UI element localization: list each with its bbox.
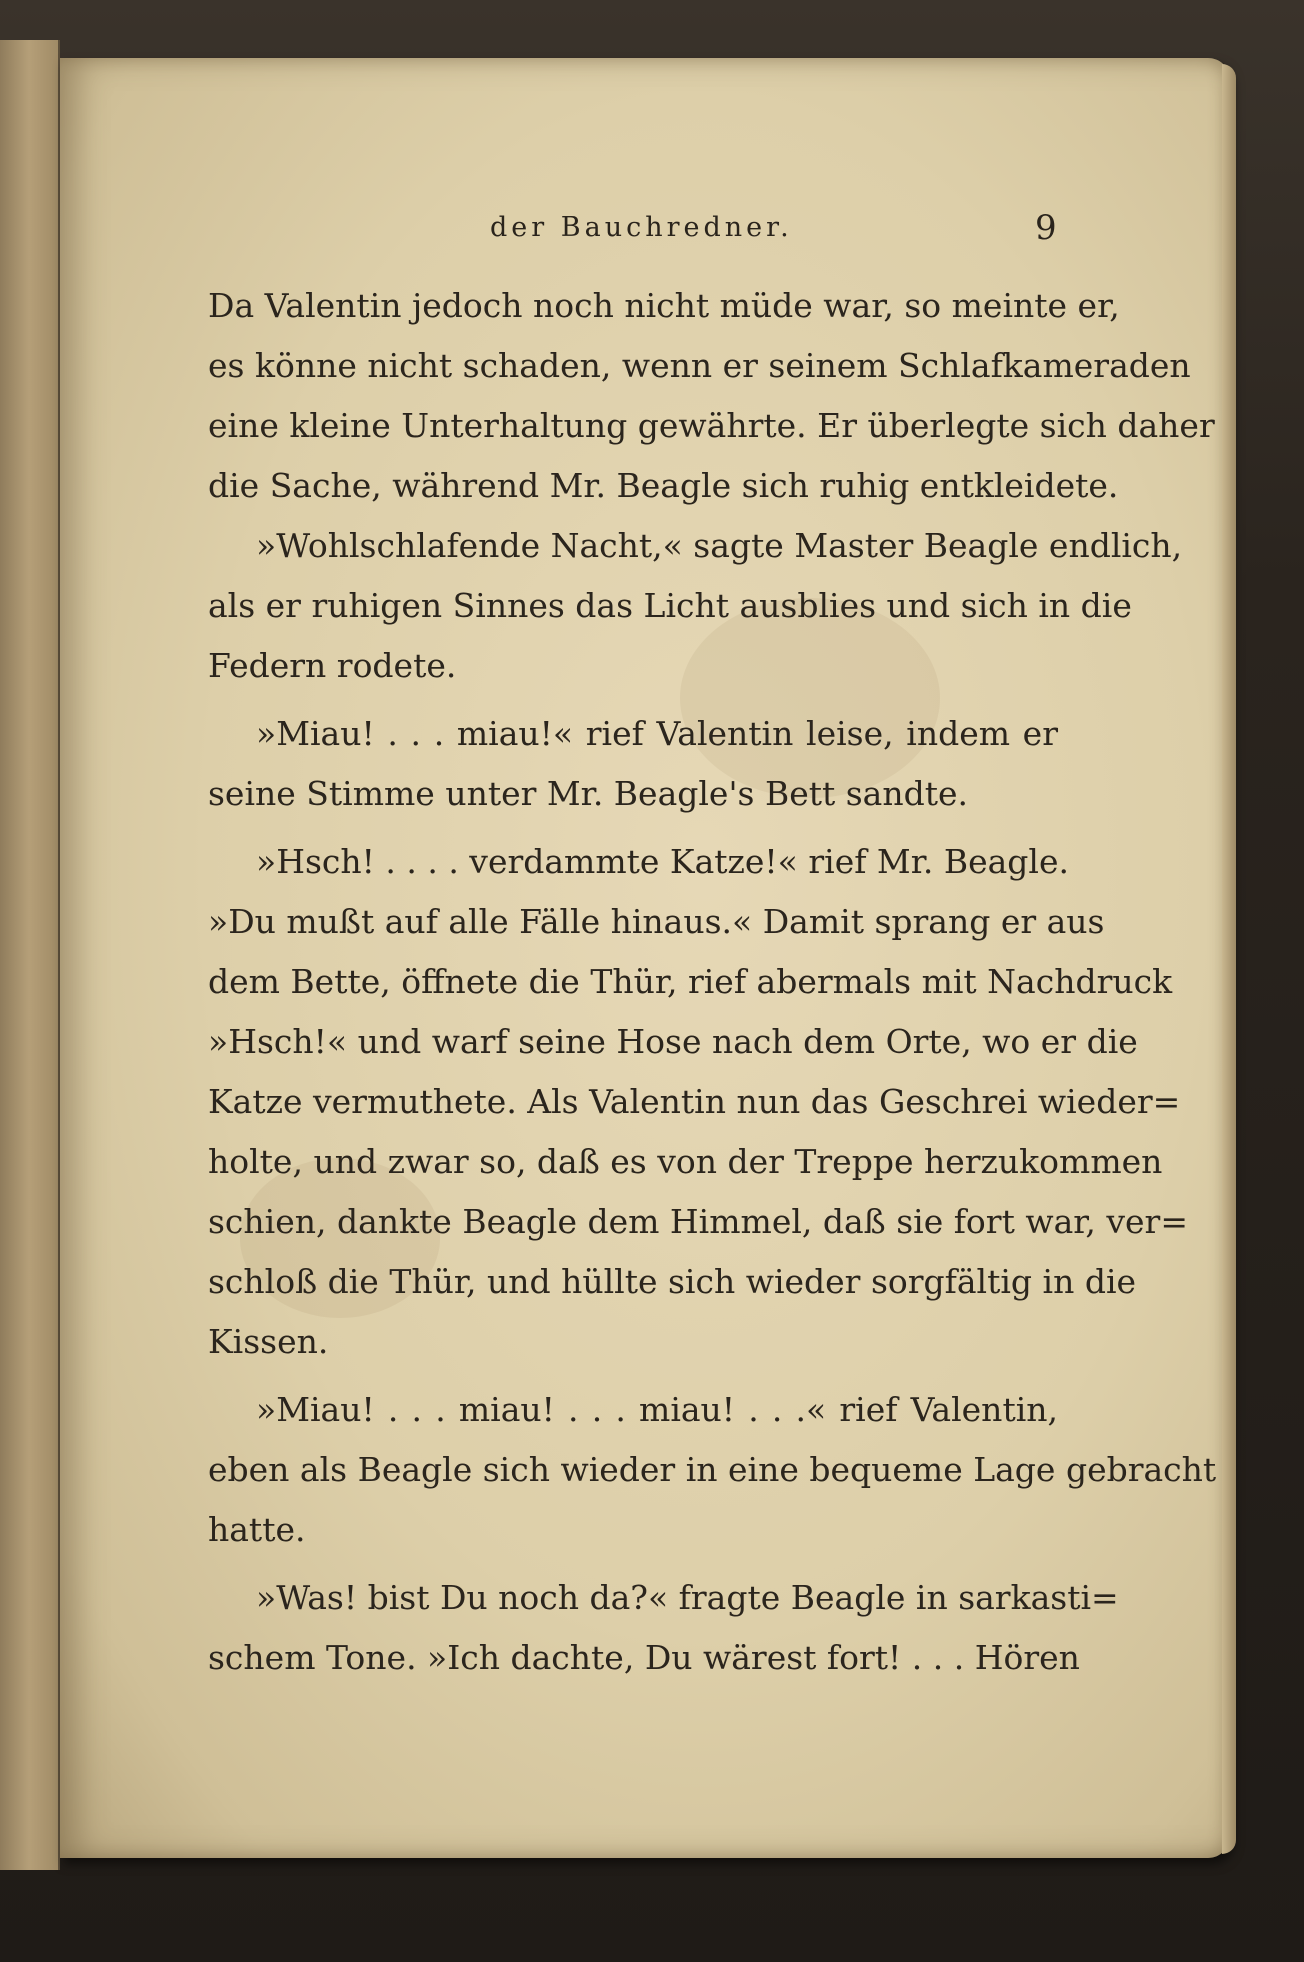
text-line: Federn rodete. (208, 646, 457, 685)
body-text (208, 276, 1217, 1688)
text-line: eine kleine Unterhaltung gewährte. Er überlegte sich daher (208, 406, 1215, 445)
text-line: »Wohlschlafende Nacht,« sagte Master Beagle endlich, (256, 526, 1183, 565)
facing-page-edge (0, 40, 60, 1870)
text-line: »Hsch! . . . . verdammte Katze!« rief Mr. Beagle. (256, 842, 1069, 881)
text-line: es könne nicht schaden, wenn er seinem Schlafkameraden (208, 346, 1191, 385)
text-line: »Hsch!« und warf seine Hose nach dem Orte, wo er die (208, 1022, 1138, 1061)
text-line: eben als Beagle sich wieder in eine bequeme Lage gebracht (208, 1450, 1217, 1489)
text-line: »Was! bist Du noch da?« fragte Beagle in sarkasti= (256, 1578, 1119, 1617)
text-line: »Miau! . . . miau!« rief Valentin leise, indem er (256, 714, 1058, 753)
text-line: seine Stimme unter Mr. Beagle's Bett sandte. (208, 774, 969, 813)
text-line: die Sache, während Mr. Beagle sich ruhig entkleidete. (208, 466, 1119, 505)
text-line: Da Valentin jedoch noch nicht müde war, so meinte er, (208, 286, 1120, 325)
text-line: schem Tone. »Ich dachte, Du wärest fort! . . . Hören (208, 1638, 1080, 1677)
page-edge (1222, 64, 1236, 1854)
text-line: »Miau! . . . miau! . . . miau! . . .« rief Valentin, (256, 1390, 1058, 1429)
text-line: Katze vermuthete. Als Valentin nun das Geschrei wieder= (208, 1082, 1181, 1121)
text-line: schloß die Thür, und hüllte sich wieder sorgfältig in die (208, 1262, 1137, 1301)
text-line: hatte. (208, 1510, 306, 1549)
text-line: Kissen. (208, 1322, 329, 1361)
text-line: »Du mußt auf alle Fälle hinaus.« Damit sprang er aus (208, 902, 1105, 941)
text-line: holte, und zwar so, daß es von der Treppe herzukommen (208, 1142, 1163, 1181)
text-line: als er ruhigen Sinnes das Licht ausblies und sich in die (208, 586, 1132, 625)
page-number: 9 (1035, 208, 1057, 248)
text-line: schien, dankte Beagle dem Himmel, daß sie fort war, ver= (208, 1202, 1188, 1241)
text-line: dem Bette, öffnete die Thür, rief abermals mit Nachdruck (208, 962, 1173, 1001)
running-head: der Bauchredner. (490, 212, 793, 243)
